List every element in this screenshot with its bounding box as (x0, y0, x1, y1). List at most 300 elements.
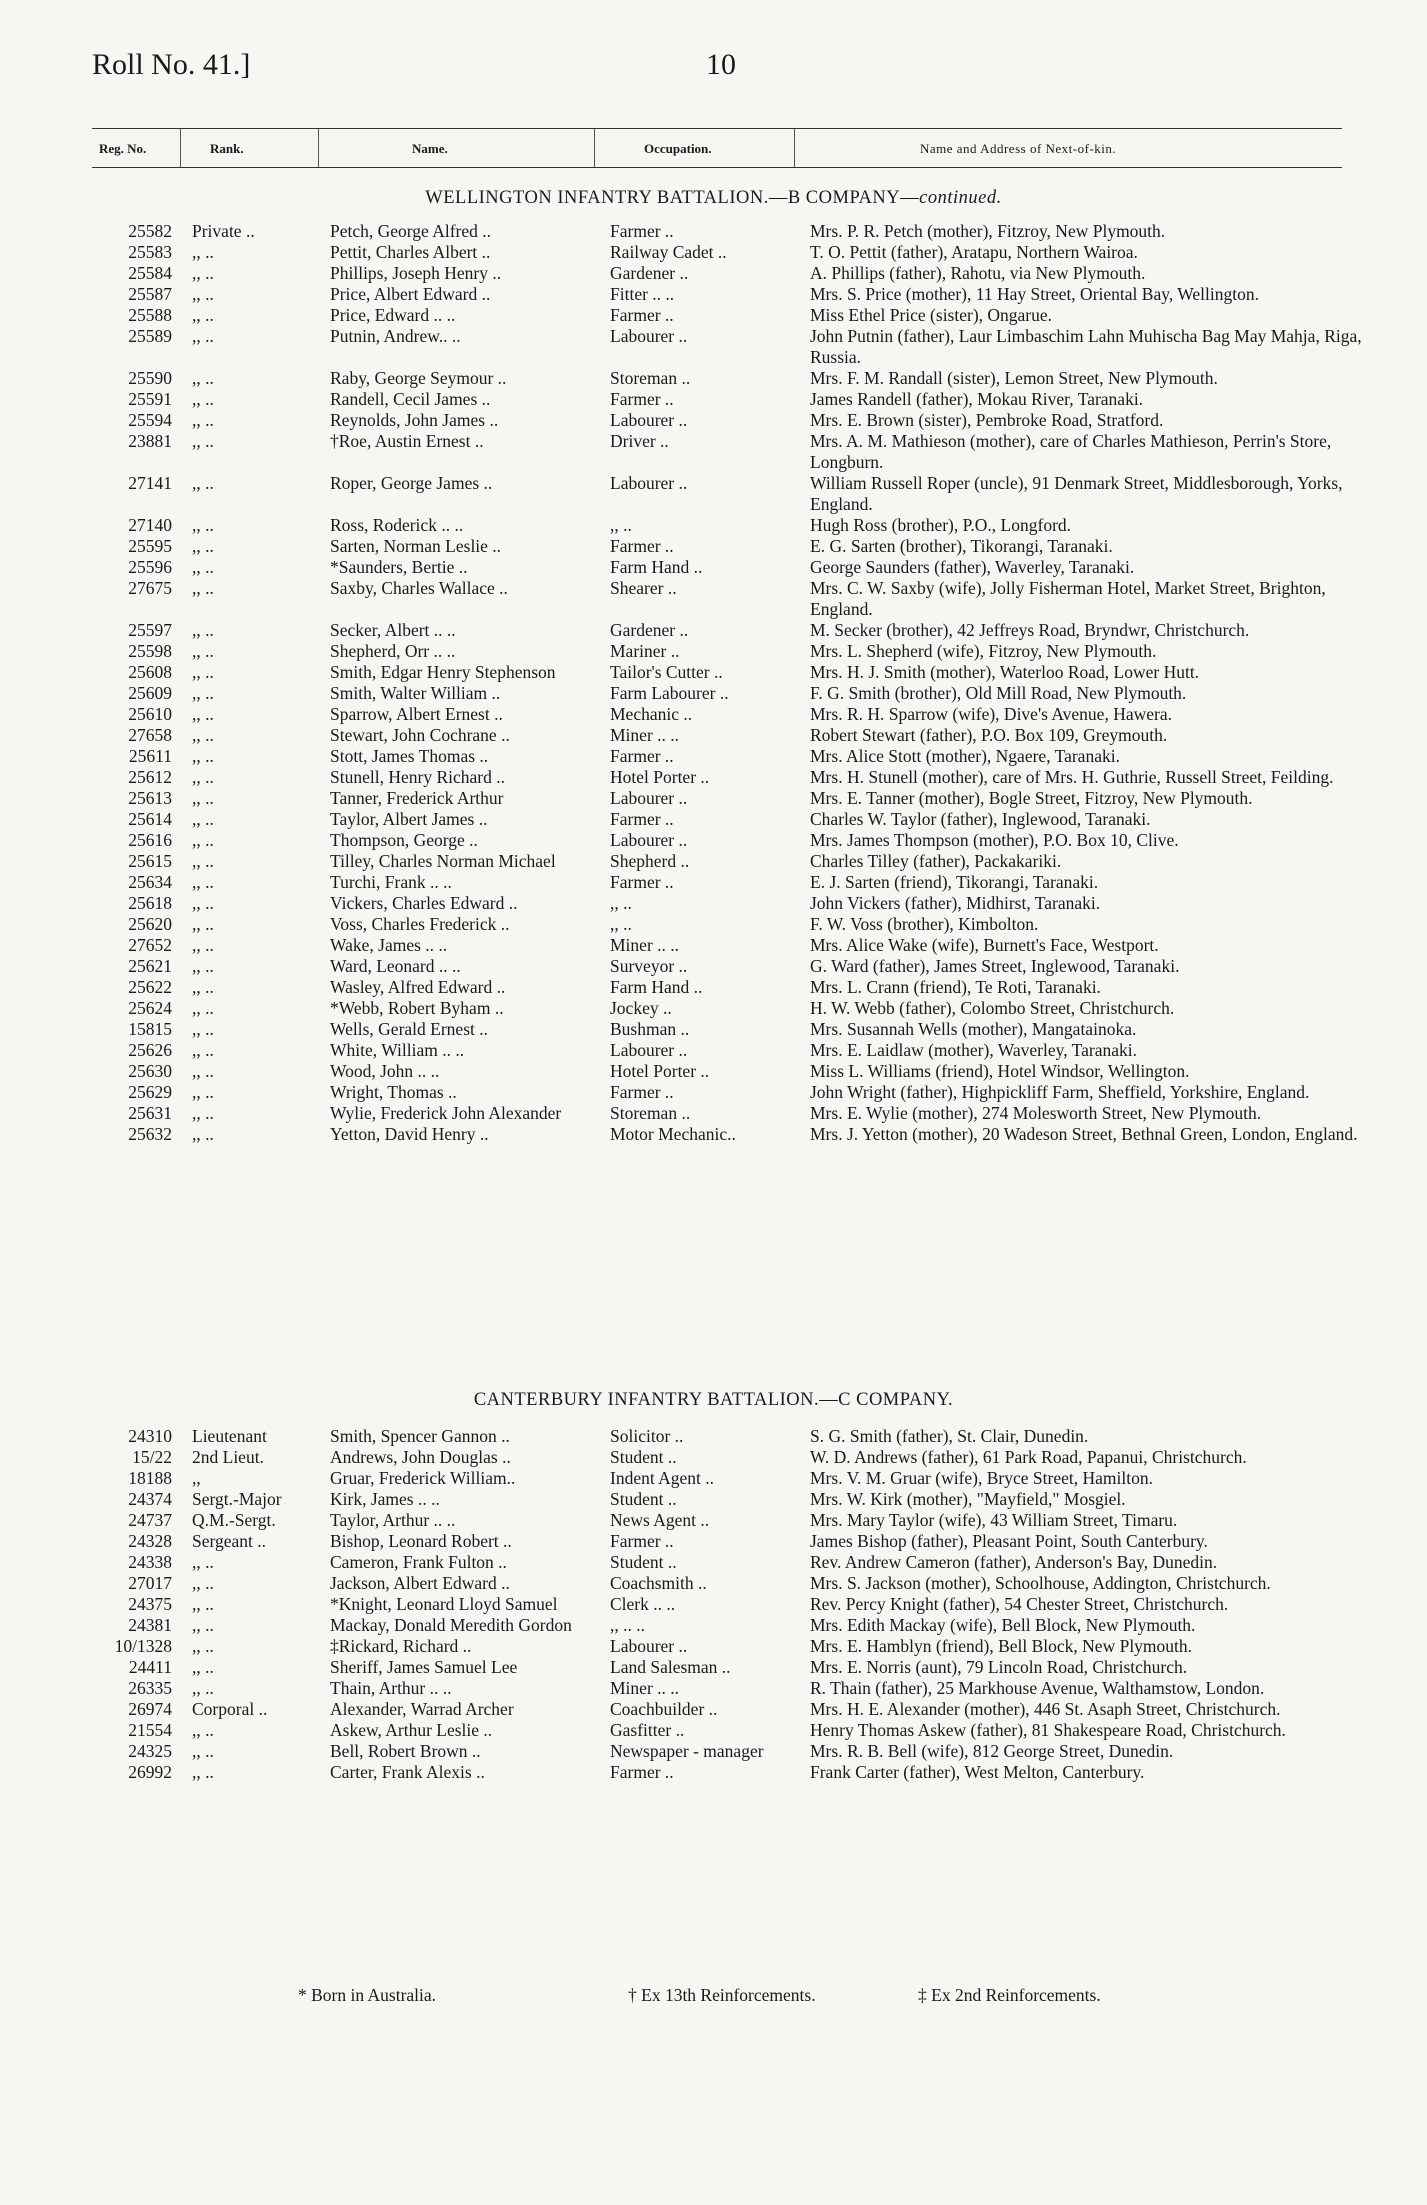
reg-number-cell: 25589 (128, 326, 172, 346)
footnote-2nd-reinforcements: ‡ Ex 2nd Reinforcements. (918, 1985, 1101, 2005)
next-of-kin-cell: James Randell (father), Mokau River, Taranaki. (810, 389, 1144, 409)
occupation-cell: Student .. (610, 1489, 677, 1509)
name-cell: Thain, Arthur .. .. (330, 1678, 452, 1698)
name-cell: Askew, Arthur Leslie .. (330, 1720, 493, 1740)
rank-cell: ,, .. (192, 389, 214, 409)
reg-number-cell: 25616 (128, 830, 172, 850)
reg-number-cell: 18188 (128, 1468, 172, 1488)
name-cell: *Webb, Robert Byham .. (330, 998, 504, 1018)
next-of-kin-cell: Charles Tilley (father), Packakariki. (810, 851, 1062, 871)
name-cell: Price, Albert Edward .. (330, 284, 491, 304)
name-cell: Voss, Charles Frederick .. (330, 914, 510, 934)
column-divider (594, 129, 595, 167)
next-of-kin-cell: Mrs. E. Laidlaw (mother), Waverley, Taranaki. (810, 1040, 1137, 1060)
next-of-kin-cell: E. J. Sarten (friend), Tikorangi, Taranaki. (810, 872, 1099, 892)
reg-number-cell: 27658 (128, 725, 172, 745)
next-of-kin-cell: Charles W. Taylor (father), Inglewood, Taranaki. (810, 809, 1151, 829)
next-of-kin-cell: F. G. Smith (brother), Old Mill Road, New Plymouth. (810, 683, 1187, 703)
next-of-kin-cell: Mrs. H. E. Alexander (mother), 446 St. Asaph Street, Christchurch. (810, 1699, 1281, 1719)
next-of-kin-cell: E. G. Sarten (brother), Tikorangi, Taranaki. (810, 536, 1113, 556)
rank-cell: ,, .. (192, 1594, 214, 1614)
table-row (92, 1489, 1370, 1510)
reg-number-cell: 25621 (128, 956, 172, 976)
reg-number-cell: 25613 (128, 788, 172, 808)
occupation-cell: Farmer .. (610, 536, 674, 556)
table-row (92, 1040, 1370, 1061)
reg-number-cell: 24374 (128, 1489, 172, 1509)
rank-cell: Corporal .. (192, 1699, 268, 1719)
table-row (92, 1657, 1370, 1678)
occupation-cell: Gasfitter .. (610, 1720, 685, 1740)
table-row (92, 851, 1370, 872)
occupation-cell: Labourer .. (610, 473, 688, 493)
next-of-kin-cell: Miss L. Williams (friend), Hotel Windsor, Wellington. (810, 1061, 1190, 1081)
reg-number-cell: 26974 (128, 1699, 172, 1719)
occupation-cell: Mechanic .. (610, 704, 693, 724)
name-cell: Sarten, Norman Leslie .. (330, 536, 502, 556)
reg-number-cell: 24325 (128, 1741, 172, 1761)
next-of-kin-cell: Mrs. S. Jackson (mother), Schoolhouse, Addington, Christchurch. (810, 1573, 1271, 1593)
rank-cell: ,, .. (192, 872, 214, 892)
name-cell: Randell, Cecil James .. (330, 389, 491, 409)
table-row (92, 578, 1370, 620)
table-row (92, 746, 1370, 767)
rank-cell: Sergeant .. (192, 1531, 267, 1551)
name-cell: Petch, George Alfred .. (330, 221, 492, 241)
occupation-cell: Farmer .. (610, 389, 674, 409)
occupation-cell: Motor Mechanic.. (610, 1124, 736, 1144)
occupation-cell: Storeman .. (610, 368, 691, 388)
table-row (92, 1019, 1370, 1040)
reg-number-cell: 24411 (128, 1657, 172, 1677)
table-row (92, 305, 1370, 326)
reg-number-cell: 25615 (128, 851, 172, 871)
reg-number-cell: 25634 (128, 872, 172, 892)
next-of-kin-cell: S. G. Smith (father), St. Clair, Dunedin. (810, 1426, 1089, 1446)
occupation-cell: Farm Hand .. (610, 977, 703, 997)
column-divider (318, 129, 319, 167)
name-cell: Vickers, Charles Edward .. (330, 893, 518, 913)
name-cell: *Knight, Leonard Lloyd Samuel (330, 1594, 558, 1614)
rank-cell: ,, .. (192, 662, 214, 682)
name-cell: Secker, Albert .. .. (330, 620, 456, 640)
name-cell: *Saunders, Bertie .. (330, 557, 468, 577)
reg-number-cell: 10/1328 (114, 1636, 172, 1656)
occupation-cell: Labourer .. (610, 1636, 688, 1656)
name-cell: Raby, George Seymour .. (330, 368, 507, 388)
name-cell: Carter, Frank Alexis .. (330, 1762, 485, 1782)
occupation-cell: Miner .. .. (610, 935, 680, 955)
next-of-kin-cell: William Russell Roper (uncle), 91 Denmark Street, Middlesborough, Yorks, England. (810, 473, 1343, 514)
occupation-cell: Farmer .. (610, 1762, 674, 1782)
next-of-kin-cell: Mrs. E. Tanner (mother), Bogle Street, Fitzroy, New Plymouth. (810, 788, 1253, 808)
next-of-kin-cell: Rev. Andrew Cameron (father), Anderson's Bay, Dunedin. (810, 1552, 1218, 1572)
reg-number-cell: 26335 (128, 1678, 172, 1698)
reg-number-cell: 23881 (128, 431, 172, 451)
reg-number-cell: 25611 (128, 746, 172, 766)
name-cell: Stewart, John Cochrane .. (330, 725, 510, 745)
name-cell: Wylie, Frederick John Alexander (330, 1103, 562, 1123)
table-row (92, 410, 1370, 431)
rank-cell: ,, .. (192, 914, 214, 934)
reg-number-cell: 25584 (128, 263, 172, 283)
occupation-cell: Labourer .. (610, 410, 688, 430)
rank-cell: ,, .. (192, 1657, 214, 1677)
next-of-kin-cell: James Bishop (father), Pleasant Point, South Canterbury. (810, 1531, 1208, 1551)
rank-cell: ,, .. (192, 830, 214, 850)
table-row (92, 704, 1370, 725)
rank-cell: ,, .. (192, 1615, 214, 1635)
next-of-kin-cell: Mrs. A. M. Mathieson (mother), care of Charles Mathieson, Perrin's Store, Longburn. (810, 431, 1332, 472)
table-row (92, 221, 1370, 242)
reg-number-cell: 25597 (128, 620, 172, 640)
next-of-kin-cell: Mrs. James Thompson (mother), P.O. Box 10, Clive. (810, 830, 1179, 850)
table-row (92, 767, 1370, 788)
occupation-cell: News Agent .. (610, 1510, 710, 1530)
table-row (92, 830, 1370, 851)
next-of-kin-cell: A. Phillips (father), Rahotu, via New Plymouth. (810, 263, 1146, 283)
rank-cell: ,, .. (192, 767, 214, 787)
next-of-kin-cell: Henry Thomas Askew (father), 81 Shakespeare Road, Christchurch. (810, 1720, 1286, 1740)
name-cell: Reynolds, John James .. (330, 410, 499, 430)
occupation-cell: ,, .. (610, 893, 632, 913)
name-cell: Cameron, Frank Fulton .. (330, 1552, 507, 1572)
next-of-kin-cell: Mrs. R. H. Sparrow (wife), Dive's Avenue, Hawera. (810, 704, 1172, 724)
rank-cell: ,, .. (192, 1040, 214, 1060)
next-of-kin-cell: Mrs. H. J. Smith (mother), Waterloo Road, Lower Hutt. (810, 662, 1200, 682)
name-cell: Mackay, Donald Meredith Gordon (330, 1615, 572, 1635)
reg-number-cell: 24737 (128, 1510, 172, 1530)
reg-number-cell: 15815 (128, 1019, 172, 1039)
name-cell: Stunell, Henry Richard .. (330, 767, 505, 787)
name-cell: Stott, James Thomas .. (330, 746, 489, 766)
next-of-kin-cell: Mrs. W. Kirk (mother), "Mayfield," Mosgiel. (810, 1489, 1126, 1509)
section-title-wellington: WELLINGTON INFANTRY BATTALION.—B COMPANY—continued. (425, 188, 1002, 208)
rank-cell: ,, .. (192, 368, 214, 388)
table-row (92, 1615, 1370, 1636)
column-divider (794, 129, 795, 167)
occupation-cell: Farm Labourer .. (610, 683, 729, 703)
col-rank: Rank. (210, 141, 244, 156)
occupation-cell: Farmer .. (610, 305, 674, 325)
name-cell: Yetton, David Henry .. (330, 1124, 489, 1144)
next-of-kin-cell: Frank Carter (father), West Melton, Canterbury. (810, 1762, 1145, 1782)
rank-cell: ,, (192, 1468, 201, 1488)
reg-number-cell: 25594 (128, 410, 172, 430)
occupation-cell: Fitter .. .. (610, 284, 675, 304)
reg-number-cell: 25609 (128, 683, 172, 703)
table-row (92, 1720, 1370, 1741)
reg-number-cell: 25612 (128, 767, 172, 787)
name-cell: Wasley, Alfred Edward .. (330, 977, 506, 997)
table-row (92, 1426, 1370, 1447)
table-row (92, 368, 1370, 389)
name-cell: Turchi, Frank .. .. (330, 872, 452, 892)
next-of-kin-cell: Mrs. L. Crann (friend), Te Roti, Taranaki. (810, 977, 1101, 997)
next-of-kin-cell: H. W. Webb (father), Colombo Street, Christchurch. (810, 998, 1175, 1018)
table-row (92, 620, 1370, 641)
name-cell: Price, Edward .. .. (330, 305, 456, 325)
name-cell: Gruar, Frederick William.. (330, 1468, 516, 1488)
table-row (92, 515, 1370, 536)
rank-cell: ,, .. (192, 893, 214, 913)
occupation-cell: Student .. (610, 1552, 677, 1572)
reg-number-cell: 27675 (128, 578, 172, 598)
rank-cell: 2nd Lieut. (192, 1447, 264, 1467)
occupation-cell: Jockey .. (610, 998, 672, 1018)
next-of-kin-cell: John Wright (father), Highpickliff Farm, Sheffield, Yorkshire, England. (810, 1082, 1310, 1102)
next-of-kin-cell: R. Thain (father), 25 Markhouse Avenue, Walthamstow, London. (810, 1678, 1265, 1698)
reg-number-cell: 25588 (128, 305, 172, 325)
reg-number-cell: 25582 (128, 221, 172, 241)
next-of-kin-cell: Mrs. H. Stunell (mother), care of Mrs. H. Guthrie, Russell Street, Feilding. (810, 767, 1334, 787)
rank-cell: ,, .. (192, 746, 214, 766)
occupation-cell: Surveyor .. (610, 956, 688, 976)
name-cell: Putnin, Andrew.. .. (330, 326, 461, 346)
occupation-cell: Shepherd .. (610, 851, 690, 871)
occupation-cell: Gardener .. (610, 263, 689, 283)
name-cell: Smith, Edgar Henry Stephenson (330, 662, 556, 682)
reg-number-cell: 24310 (128, 1426, 172, 1446)
next-of-kin-cell: John Vickers (father), Midhirst, Taranaki. (810, 893, 1101, 913)
next-of-kin-cell: George Saunders (father), Waverley, Taranaki. (810, 557, 1135, 577)
rank-cell: ,, .. (192, 788, 214, 808)
reg-number-cell: 25622 (128, 977, 172, 997)
next-of-kin-cell: Mrs. Edith Mackay (wife), Bell Block, New Plymouth. (810, 1615, 1196, 1635)
table-row (92, 284, 1370, 305)
occupation-cell: Farm Hand .. (610, 557, 703, 577)
rank-cell: ,, .. (192, 935, 214, 955)
rank-cell: ,, .. (192, 620, 214, 640)
occupation-cell: Student .. (610, 1447, 677, 1467)
next-of-kin-cell: Robert Stewart (father), P.O. Box 109, Greymouth. (810, 725, 1168, 745)
next-of-kin-cell: Mrs. F. M. Randall (sister), Lemon Street, New Plymouth. (810, 368, 1218, 388)
next-of-kin-cell: Mrs. Mary Taylor (wife), 43 William Street, Timaru. (810, 1510, 1178, 1530)
page-number: 10 (706, 48, 736, 81)
name-cell: White, William .. .. (330, 1040, 465, 1060)
reg-number-cell: 25614 (128, 809, 172, 829)
occupation-cell: Shearer .. (610, 578, 677, 598)
reg-number-cell: 21554 (128, 1720, 172, 1740)
name-cell: Roper, George James .. (330, 473, 493, 493)
occupation-cell: Coachbuilder .. (610, 1699, 718, 1719)
rank-cell: ,, .. (192, 305, 214, 325)
reg-number-cell: 26992 (128, 1762, 172, 1782)
reg-number-cell: 25583 (128, 242, 172, 262)
name-cell: Smith, Spencer Gannon .. (330, 1426, 510, 1446)
occupation-cell: Farmer .. (610, 872, 674, 892)
table-row (92, 1741, 1370, 1762)
table-row (92, 1103, 1370, 1124)
table-row (92, 1636, 1370, 1657)
footnote-13th-reinforcements: † Ex 13th Reinforcements. (628, 1985, 816, 2005)
rank-cell: ,, .. (192, 431, 214, 451)
occupation-cell: Hotel Porter .. (610, 767, 710, 787)
occupation-cell: Labourer .. (610, 788, 688, 808)
occupation-cell: Clerk .. .. (610, 1594, 676, 1614)
name-cell: Pettit, Charles Albert .. (330, 242, 491, 262)
occupation-cell: Tailor's Cutter .. (610, 662, 723, 682)
reg-number-cell: 25610 (128, 704, 172, 724)
next-of-kin-cell: Mrs. E. Hamblyn (friend), Bell Block, New Plymouth. (810, 1636, 1193, 1656)
rank-cell: ,, .. (192, 1103, 214, 1123)
occupation-cell: Labourer .. (610, 1040, 688, 1060)
table-row (92, 893, 1370, 914)
reg-number-cell: 25626 (128, 1040, 172, 1060)
table-row (92, 1468, 1370, 1489)
name-cell: Wells, Gerald Ernest .. (330, 1019, 488, 1039)
next-of-kin-cell: Hugh Ross (brother), P.O., Longford. (810, 515, 1072, 535)
rank-cell: ,, .. (192, 242, 214, 262)
name-cell: Andrews, John Douglas .. (330, 1447, 511, 1467)
name-cell: Shepherd, Orr .. .. (330, 641, 456, 661)
table-row (92, 872, 1370, 893)
reg-number-cell: 25598 (128, 641, 172, 661)
occupation-cell: Farmer .. (610, 221, 674, 241)
name-cell: Kirk, James .. .. (330, 1489, 440, 1509)
occupation-cell: Solicitor .. (610, 1426, 684, 1446)
name-cell: Saxby, Charles Wallace .. (330, 578, 508, 598)
next-of-kin-cell: W. D. Andrews (father), 61 Park Road, Papanui, Christchurch. (810, 1447, 1247, 1467)
table-row (92, 641, 1370, 662)
column-header-row (92, 128, 1342, 168)
occupation-cell: ,, .. .. (610, 1615, 645, 1635)
rank-cell: ,, .. (192, 641, 214, 661)
table-row (92, 1447, 1370, 1468)
rank-cell: ,, .. (192, 578, 214, 598)
rank-cell: ,, .. (192, 1720, 214, 1740)
reg-number-cell: 25596 (128, 557, 172, 577)
reg-number-cell: 25590 (128, 368, 172, 388)
rank-cell: ,, .. (192, 704, 214, 724)
reg-number-cell: 25595 (128, 536, 172, 556)
table-row (92, 536, 1370, 557)
reg-number-cell: 25591 (128, 389, 172, 409)
next-of-kin-cell: Mrs. E. Brown (sister), Pembroke Road, Stratford. (810, 410, 1164, 430)
reg-number-cell: 25630 (128, 1061, 172, 1081)
next-of-kin-cell: Mrs. Alice Wake (wife), Burnett's Face, Westport. (810, 935, 1159, 955)
table-row (92, 1510, 1370, 1531)
rank-cell: ,, .. (192, 473, 214, 493)
table-row (92, 914, 1370, 935)
occupation-cell: Bushman .. (610, 1019, 690, 1039)
table-row (92, 326, 1370, 368)
table-row (92, 809, 1370, 830)
rank-cell: ,, .. (192, 1124, 214, 1144)
name-cell: Ross, Roderick .. .. (330, 515, 464, 535)
rank-cell: ,, .. (192, 725, 214, 745)
reg-number-cell: 27017 (128, 1573, 172, 1593)
rank-cell: ,, .. (192, 1082, 214, 1102)
name-cell: Phillips, Joseph Henry .. (330, 263, 502, 283)
next-of-kin-cell: M. Secker (brother), 42 Jeffreys Road, Bryndwr, Christchurch. (810, 620, 1250, 640)
name-cell: Wood, John .. .. (330, 1061, 440, 1081)
rank-cell: ,, .. (192, 536, 214, 556)
table-row (92, 725, 1370, 746)
reg-number-cell: 24381 (128, 1615, 172, 1635)
rank-cell: ,, .. (192, 410, 214, 430)
next-of-kin-cell: Miss Ethel Price (sister), Ongarue. (810, 305, 1053, 325)
occupation-cell: Farmer .. (610, 1531, 674, 1551)
table-row (92, 935, 1370, 956)
occupation-cell: ,, .. (610, 914, 632, 934)
reg-number-cell: 24375 (128, 1594, 172, 1614)
name-cell: Tanner, Frederick Arthur (330, 788, 504, 808)
table-row (92, 242, 1370, 263)
table-row (92, 1678, 1370, 1699)
reg-number-cell: 27141 (128, 473, 172, 493)
next-of-kin-cell: Mrs. R. B. Bell (wife), 812 George Street, Dunedin. (810, 1741, 1174, 1761)
occupation-cell: Land Salesman .. (610, 1657, 731, 1677)
occupation-cell: Gardener .. (610, 620, 689, 640)
rank-cell: ,, .. (192, 326, 214, 346)
table-row (92, 431, 1370, 473)
rank-cell: ,, .. (192, 1019, 214, 1039)
col-name: Name. (412, 141, 448, 156)
next-of-kin-cell: F. W. Voss (brother), Kimbolton. (810, 914, 1039, 934)
occupation-cell: Miner .. .. (610, 725, 680, 745)
reg-number-cell: 24328 (128, 1531, 172, 1551)
table-row (92, 998, 1370, 1019)
occupation-cell: Labourer .. (610, 830, 688, 850)
table-row (92, 1699, 1370, 1720)
reg-number-cell: 25608 (128, 662, 172, 682)
next-of-kin-cell: Rev. Percy Knight (father), 54 Chester Street, Christchurch. (810, 1594, 1229, 1614)
name-cell: †Roe, Austin Ernest .. (330, 431, 484, 451)
rank-cell: ,, .. (192, 1678, 214, 1698)
table-row (92, 683, 1370, 704)
table-row (92, 1082, 1370, 1103)
rank-cell: ,, .. (192, 851, 214, 871)
rank-cell: ,, .. (192, 557, 214, 577)
rank-cell: Private .. (192, 221, 255, 241)
rank-cell: ,, .. (192, 683, 214, 703)
rank-cell: ,, .. (192, 809, 214, 829)
table-row (92, 389, 1370, 410)
occupation-cell: Driver .. (610, 431, 669, 451)
section-title-canterbury: CANTERBURY INFANTRY BATTALION.—C COMPANY. (473, 1390, 954, 1410)
table-row (92, 1762, 1370, 1783)
rank-cell: ,, .. (192, 1741, 214, 1761)
occupation-cell: Farmer .. (610, 1082, 674, 1102)
table-row (92, 1573, 1370, 1594)
reg-number-cell: 27652 (128, 935, 172, 955)
occupation-cell: Hotel Porter .. (610, 1061, 710, 1081)
next-of-kin-cell: Mrs. L. Shepherd (wife), Fitzroy, New Plymouth. (810, 641, 1157, 661)
occupation-cell: Indent Agent .. (610, 1468, 715, 1488)
table-row (92, 473, 1370, 515)
roll-label: Roll No. 41.] (92, 48, 251, 81)
table-row (92, 263, 1370, 284)
next-of-kin-cell: G. Ward (father), James Street, Inglewood, Taranaki. (810, 956, 1180, 976)
next-of-kin-cell: Mrs. Susannah Wells (mother), Mangatainoka. (810, 1019, 1137, 1039)
next-of-kin-cell: Mrs. S. Price (mother), 11 Hay Street, Oriental Bay, Wellington. (810, 284, 1259, 304)
name-cell: Tilley, Charles Norman Michael (330, 851, 556, 871)
occupation-cell: Miner .. .. (610, 1678, 680, 1698)
reg-number-cell: 25629 (128, 1082, 172, 1102)
next-of-kin-cell: Mrs. E. Wylie (mother), 274 Molesworth Street, New Plymouth. (810, 1103, 1262, 1123)
rank-cell: ,, .. (192, 263, 214, 283)
name-cell: Sheriff, James Samuel Lee (330, 1657, 518, 1677)
column-divider (180, 129, 181, 167)
next-of-kin-cell: Mrs. C. W. Saxby (wife), Jolly Fisherman Hotel, Market Street, Brighton, England. (810, 578, 1326, 619)
name-cell: Bell, Robert Brown .. (330, 1741, 481, 1761)
name-cell: Thompson, George .. (330, 830, 478, 850)
reg-number-cell: 25624 (128, 998, 172, 1018)
rank-cell: Q.M.-Sergt. (192, 1510, 276, 1530)
name-cell: Smith, Walter William .. (330, 683, 501, 703)
next-of-kin-cell: Mrs. J. Yetton (mother), 20 Wadeson Street, Bethnal Green, London, England. (810, 1124, 1358, 1144)
